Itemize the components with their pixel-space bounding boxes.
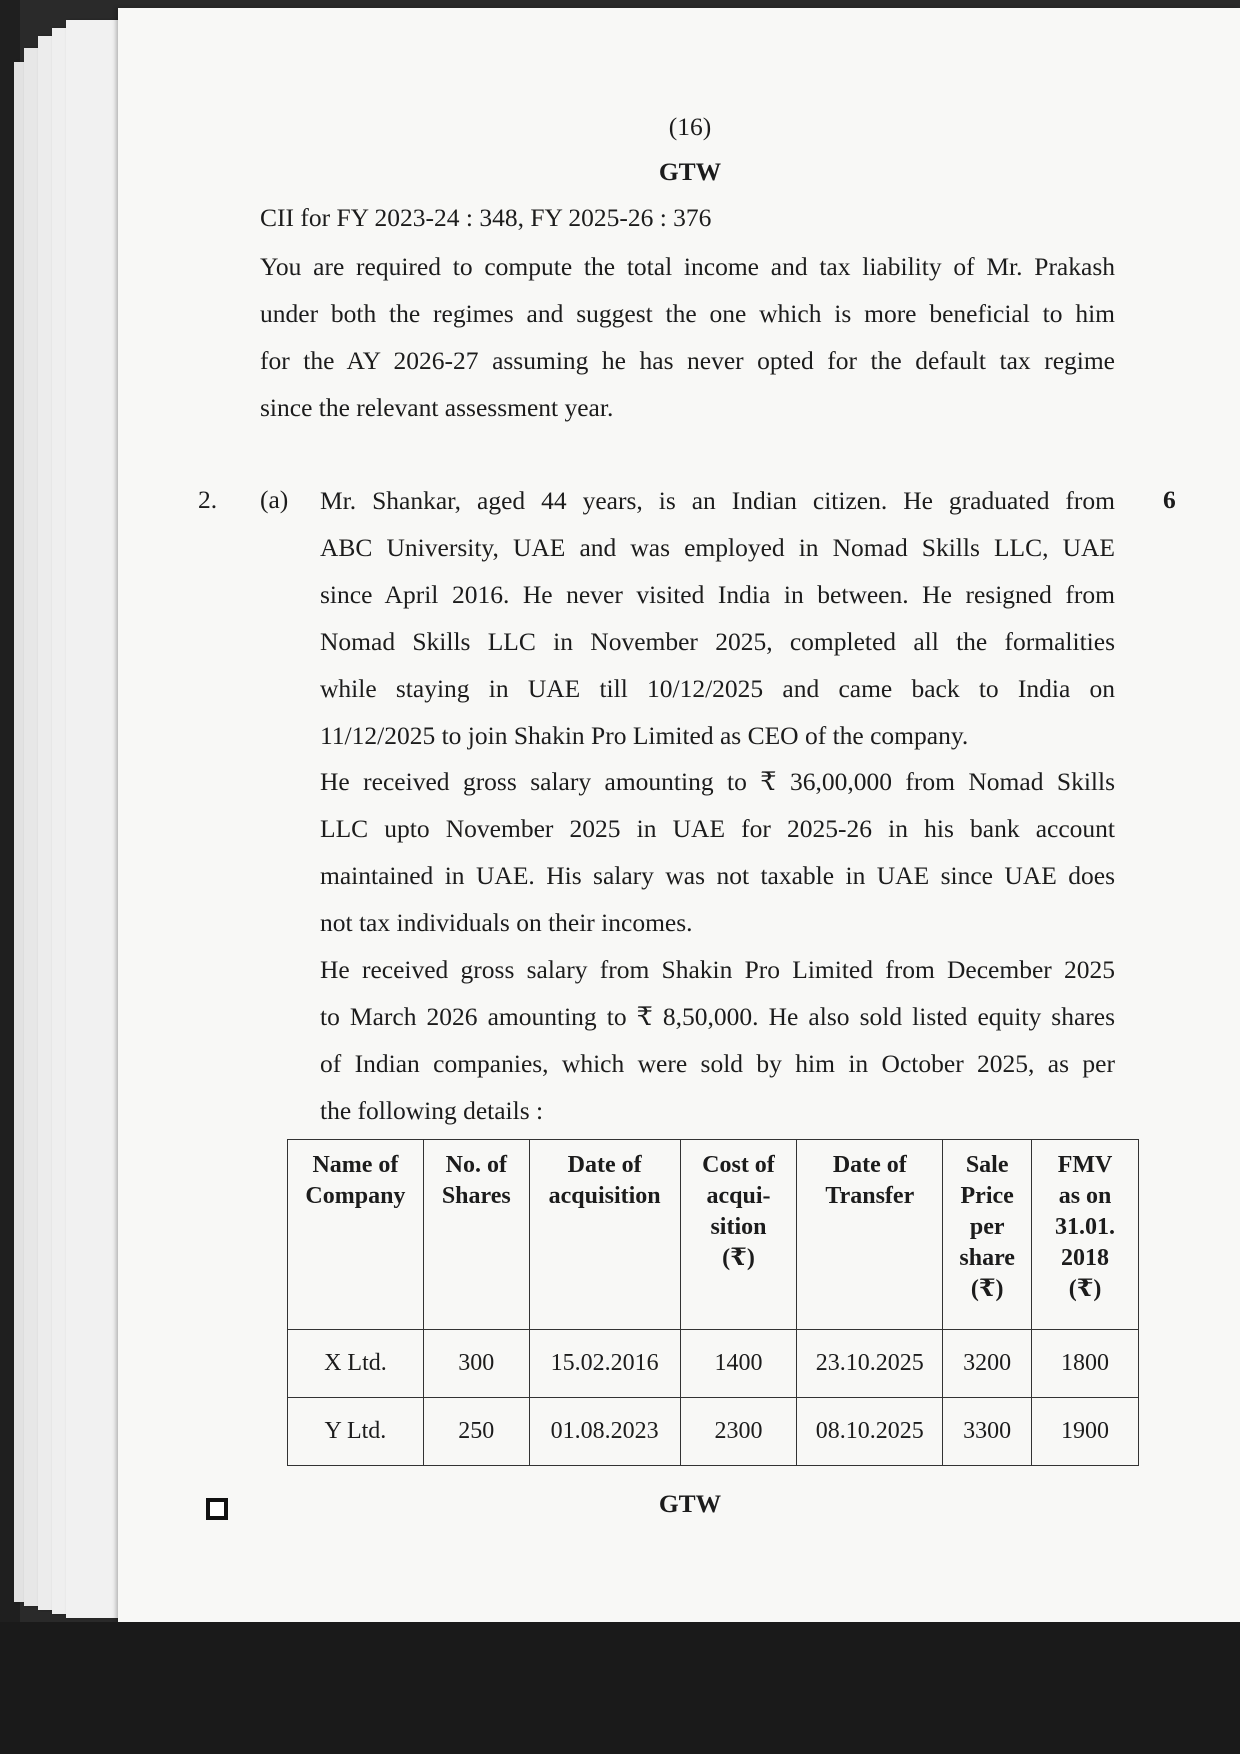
footer-code: GTW [658,1489,722,1518]
table-row [288,1398,1139,1466]
header-cost [680,1140,797,1330]
header-line: 2018 [1061,1245,1110,1271]
header-line: Sale [965,1152,1009,1178]
text-line: for the AY 2026-27 assuming he has never opted for the default tax regime [260,346,1115,375]
header-line: Shares [441,1183,511,1209]
table-cell: 300 [423,1330,529,1398]
header-line: acquisition [548,1183,661,1209]
header-line: Date of [567,1152,642,1178]
table-cell: 01.08.2023 [529,1398,680,1466]
header-fmv [1032,1140,1139,1330]
header-line: Company [305,1183,406,1209]
text-line: the following details : [320,1096,544,1125]
header-code: GTW [658,157,722,186]
table-cell: 1900 [1032,1398,1139,1466]
text-line: since the relevant assessment year. [260,393,614,422]
page-number: (16) [668,112,712,141]
question-paragraph-2 [320,758,1115,946]
header-company [288,1140,424,1330]
text-line: You are required to compute the total income and tax liability of Mr. Prakash [260,252,1115,281]
header-line: Price [960,1183,1014,1209]
table-cell: 08.10.2025 [797,1398,943,1466]
text-line: LLC upto November 2025 in UAE for 2025-26 in his bank account [320,814,1115,843]
header-line: acqui- [706,1183,771,1209]
text-line: maintained in UAE. His salary was not taxable in UAE since UAE does [320,861,1115,890]
header-line: share [959,1245,1015,1271]
header-sale-price [943,1140,1032,1330]
header-acquisition-date [529,1140,680,1330]
table-cell: 23.10.2025 [797,1330,943,1398]
header-line: 31.01. [1055,1214,1116,1240]
header-line: No. of [445,1152,507,1178]
cii-line: CII for FY 2023-24 : 348, FY 2025-26 : 376 [260,203,712,232]
scan-bottom-edge [0,1622,1240,1754]
shares-table [287,1139,1139,1466]
header-line: (₹) [722,1245,755,1271]
text-line: He received gross salary from Shakin Pro Limited from December 2025 [320,955,1115,984]
header-line: as on [1058,1183,1112,1209]
question-marks: 6 [1163,485,1176,514]
question-number: 2. [198,485,218,514]
text-line: of Indian companies, which were sold by him in October 2025, as per [320,1049,1115,1078]
table-cell: Y Ltd. [288,1398,424,1466]
table-cell: 1400 [680,1330,797,1398]
header-line: (₹) [1068,1276,1102,1302]
text-line: Nomad Skills LLC in November 2025, completed all the formalities [320,627,1115,656]
text-line: He received gross salary amounting to ₹ 36,00,000 from Nomad Skills [320,767,1115,796]
question-part: (a) [260,485,289,514]
header-line: sition [710,1214,767,1240]
table-cell: 3200 [943,1330,1032,1398]
table-cell: 15.02.2016 [529,1330,680,1398]
text-line: 11/12/2025 to join Shakin Pro Limited as CEO of the company. [320,721,969,750]
text-line: ABC University, UAE and was employed in Nomad Skills LLC, UAE [320,533,1115,562]
header-line: (₹) [970,1276,1004,1302]
text-line: while staying in UAE till 10/12/2025 and came back to India on [320,674,1115,703]
table-cell: 3300 [943,1398,1032,1466]
text-line: to March 2026 amounting to ₹ 8,50,000. He also sold listed equity shares [320,1002,1115,1031]
header-line: Cost of [702,1152,775,1178]
header-line: FMV [1057,1152,1113,1178]
question-paragraph-1 [320,477,1115,759]
header-line: Name of [312,1152,399,1178]
table-cell: X Ltd. [288,1330,424,1398]
header-transfer-date [797,1140,943,1330]
table-cell: 2300 [680,1398,797,1466]
square-icon [206,1498,228,1520]
table-row [288,1330,1139,1398]
text-line: since April 2016. He never visited India in between. He resigned from [320,580,1115,609]
header-line: per [969,1214,1005,1240]
table-cell: 250 [423,1398,529,1466]
header-line: Date of [832,1152,907,1178]
intro-paragraph [260,243,1115,431]
question-paragraph-3 [320,946,1115,1134]
text-line: Mr. Shankar, aged 44 years, is an Indian citizen. He graduated from [320,486,1115,515]
table-header-row [288,1140,1139,1330]
text-line: under both the regimes and suggest the one which is more beneficial to him [260,299,1115,328]
text-line: not tax individuals on their incomes. [320,908,693,937]
table-cell: 1800 [1032,1330,1139,1398]
header-line: Transfer [825,1183,915,1209]
header-shares [423,1140,529,1330]
